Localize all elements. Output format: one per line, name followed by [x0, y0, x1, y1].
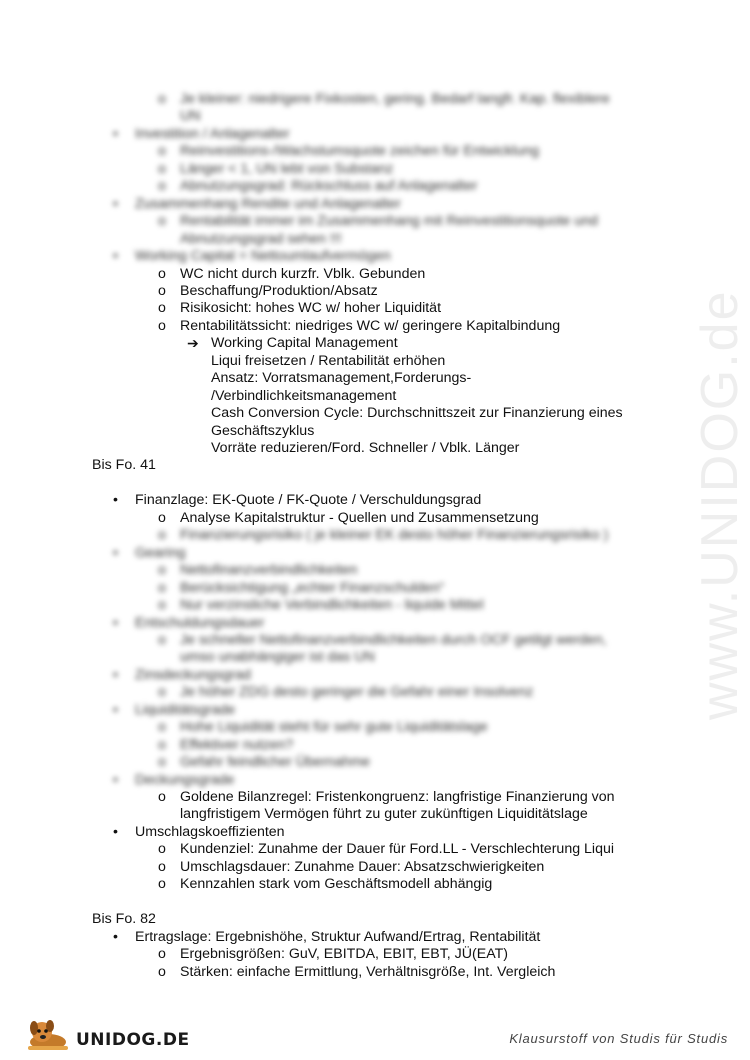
document-line: [187, 335, 398, 352]
bullet-marker: o: [158, 562, 166, 579]
bullet-marker: o: [158, 300, 166, 317]
bullet-marker: o: [158, 317, 166, 334]
bullet-marker: o: [158, 265, 166, 282]
bullet-marker: •: [113, 125, 118, 142]
document-line: [158, 736, 294, 754]
line-text: Je kleiner: niedrigere Fixkosten, gering. Bedarf langfr. Kap. flexiblere: [180, 91, 610, 107]
document-line: [113, 544, 186, 562]
document-line: [211, 423, 314, 440]
logo-text: UNIDOG.DE: [76, 1030, 190, 1050]
document-line: [211, 388, 396, 405]
line-text: Deckungsgrade: [135, 771, 235, 788]
document-line: [158, 597, 484, 614]
bullet-marker: o: [158, 963, 166, 980]
line-text: Liqui freisetzen / Rentabilität erhöhen: [211, 352, 446, 369]
line-text: Beschaffung/Produktion/Absatz: [180, 282, 378, 299]
document-line: [158, 858, 545, 876]
bullet-marker: •: [113, 701, 118, 718]
line-text: Ertragslage: Ergebnishöhe, Struktur Aufwand/Ertrag, Rentabilität: [135, 928, 541, 945]
line-text: Analyse Kapitalstruktur - Quellen und Zusammensetzung: [180, 509, 539, 526]
line-text: Gearing: [135, 544, 186, 561]
document-line: [158, 213, 598, 230]
bullet-marker: o: [158, 876, 166, 893]
line-text: Kundenziel: Zunahme der Dauer für Ford.LL - Verschlechterung Liqui: [180, 841, 615, 858]
line-text: Bis Fo. 41: [92, 457, 156, 474]
bullet-marker: o: [158, 736, 166, 753]
dog-mascot-icon: [22, 1014, 78, 1054]
line-text: Nettofinanzverbindlichkeiten: [180, 562, 358, 579]
bullet-marker: o: [158, 143, 166, 160]
line-text: Rentabilitätssicht: niedriges WC w/ geringere Kapitalbindung: [180, 317, 561, 334]
line-text: UN: [180, 108, 201, 125]
document-line: [92, 457, 156, 474]
line-text: langfristigem Vermögen führt zu guter zukünftigen Liquiditätslage: [180, 806, 588, 823]
bullet-marker: •: [113, 544, 118, 561]
footer-tagline: Klausurstoff von Studis für Studis: [509, 1031, 728, 1046]
line-text: Umschlagsdauer: Zunahme Dauer: Absatzschwierigkeiten: [180, 858, 545, 875]
line-text: Working Capital = Nettoumlaufvermögen: [135, 248, 391, 265]
line-text: Goldene Bilanzregel: Fristenkongruenz: langfristige Finanzierung von: [180, 789, 615, 805]
bullet-marker: o: [158, 754, 166, 771]
line-text: Reinvestitions-/Wachstumsquote zeichen für Entwicklung: [180, 143, 540, 160]
line-text: Ergebnisgrößen: GuV, EBITDA, EBIT, EBT, JÜ(EAT): [180, 946, 508, 963]
line-text: Entschuldungsdauer: [135, 614, 265, 631]
bullet-marker: •: [113, 195, 118, 212]
document-line: [158, 160, 394, 178]
bullet-marker: o: [158, 91, 166, 107]
bullet-marker: •: [113, 771, 118, 788]
document-line: [113, 248, 391, 265]
document-line: [211, 370, 471, 387]
line-text: Abnutzungsgrad sehen !!!: [180, 230, 342, 247]
line-text: Finanzierungsrisiko ( je kleiner EK desto höher Finanzierungsrisiko ): [180, 527, 609, 544]
document-line: [92, 911, 156, 928]
line-text: Working Capital Management: [211, 335, 398, 352]
document-line: [113, 492, 482, 509]
bullet-marker: o: [158, 213, 166, 230]
document-line: [158, 631, 607, 649]
document-line: [158, 527, 609, 544]
line-text: /Verbindlichkeitsmanagement: [211, 387, 397, 404]
line-text: Finanzlage: EK-Quote / FK-Quote / Verschuldungsgrad: [135, 492, 482, 509]
document-line: [113, 195, 401, 213]
document-line: [158, 300, 442, 317]
bullet-marker: o: [158, 719, 166, 736]
bullet-marker: o: [158, 509, 166, 526]
line-text: Je höher ZDG desto geringer die Gefahr einer Insolvenz: [180, 684, 534, 701]
bullet-marker: •: [113, 928, 118, 945]
document-line: [113, 823, 285, 841]
bullet-marker: o: [158, 597, 166, 614]
document-line: [158, 719, 488, 736]
line-text: Ansatz: Vorratsmanagement,Forderungs-: [211, 370, 472, 387]
arrow-bullet-icon: ➔: [187, 335, 199, 352]
document-line: [158, 876, 493, 893]
document-line: [158, 754, 371, 771]
document-line: [158, 178, 478, 195]
document-line: [158, 946, 508, 963]
line-text: Abnutzungsgrad: Rückschluss auf Anlagenalter: [180, 178, 478, 195]
document-line: [113, 701, 236, 719]
document-line: [158, 317, 561, 335]
bullet-marker: o: [158, 178, 166, 195]
line-text: Stärken: einfache Ermittlung, Verhältnisgröße, Int. Vergleich: [180, 963, 556, 980]
document-line: [158, 562, 358, 579]
line-text: Länger < 1, UN lebt von Substanz: [180, 160, 394, 177]
document-line: [180, 231, 342, 248]
line-text: Rentabilität immer im Zusammenhang mit Reinvestitionsquote und: [180, 213, 598, 230]
bullet-marker: •: [113, 823, 118, 840]
line-text: Kennzahlen stark vom Geschäftsmodell abhängig: [180, 876, 493, 893]
document-line: [158, 789, 615, 806]
document-line: [158, 579, 445, 597]
document-line: [113, 614, 265, 632]
document-line: [158, 963, 556, 981]
document-line: [113, 928, 541, 946]
document-line: [211, 440, 519, 457]
document-line: [158, 143, 540, 160]
unidog-logo: [22, 1014, 190, 1054]
bullet-marker: o: [158, 789, 166, 805]
line-text: Bis Fo. 82: [92, 911, 156, 928]
bullet-marker: o: [158, 527, 166, 544]
line-text: Nur verzinsliche Verbindlichkeiten - liquide Mittel: [180, 597, 484, 614]
document-line: [113, 666, 251, 684]
bullet-marker: o: [158, 946, 166, 963]
bullet-marker: •: [113, 666, 118, 683]
document-line: [158, 509, 539, 527]
document-line: [180, 649, 375, 666]
line-text: Je schneller Nettofinanzverbindlichkeiten durch OCF getilgt werden,: [180, 631, 607, 648]
bullet-marker: •: [113, 492, 118, 509]
line-text: Effektiver nutzen?: [180, 736, 294, 753]
bullet-marker: •: [113, 614, 118, 631]
document-line: [211, 405, 623, 422]
line-text: Gefahr feindlicher Übernahme: [180, 754, 371, 771]
bullet-marker: o: [158, 282, 166, 299]
bullet-marker: o: [158, 684, 166, 701]
line-text: Liquiditätsgrade: [135, 701, 236, 718]
line-text: umso unabhängiger ist das UN: [180, 649, 375, 666]
document-line: [113, 771, 235, 789]
line-text: Geschäftszyklus: [211, 422, 315, 439]
document-line: [211, 353, 445, 370]
document-line: [158, 684, 534, 701]
document-line: [158, 91, 610, 108]
line-text: WC nicht durch kurzfr. Vblk. Gebunden: [180, 265, 426, 282]
document-line: [113, 125, 290, 143]
line-text: Risikosicht: hohes WC w/ hoher Liquidität: [180, 300, 442, 317]
line-text: Hohe Liquidität steht für sehr gute Liquiditätslage: [180, 719, 488, 736]
line-text: Cash Conversion Cycle: Durchschnittszeit zur Finanzierung eines: [211, 405, 623, 422]
line-text: Zusammenhang Rendite und Anlagenalter: [135, 195, 401, 212]
document-line: [180, 108, 201, 125]
watermark: www.UNIDOG.de: [691, 289, 749, 720]
bullet-marker: o: [158, 160, 166, 177]
document-line: [158, 282, 378, 300]
bullet-marker: o: [158, 858, 166, 875]
bullet-marker: •: [113, 248, 118, 265]
document-line: [180, 806, 588, 823]
document-line: [158, 265, 426, 283]
line-text: Vorräte reduzieren/Ford. Schneller / Vblk. Länger: [211, 440, 520, 456]
bullet-marker: o: [158, 841, 166, 858]
bullet-marker: o: [158, 579, 166, 596]
line-text: Umschlagskoeffizienten: [135, 823, 285, 840]
document-line: [158, 841, 615, 858]
line-text: Berücksichtigung „echter Finanzschulden“: [180, 579, 445, 596]
line-text: Zinsdeckungsgrad: [135, 666, 251, 683]
line-text: Investition / Anlagenalter: [135, 125, 290, 142]
bullet-marker: o: [158, 631, 166, 648]
